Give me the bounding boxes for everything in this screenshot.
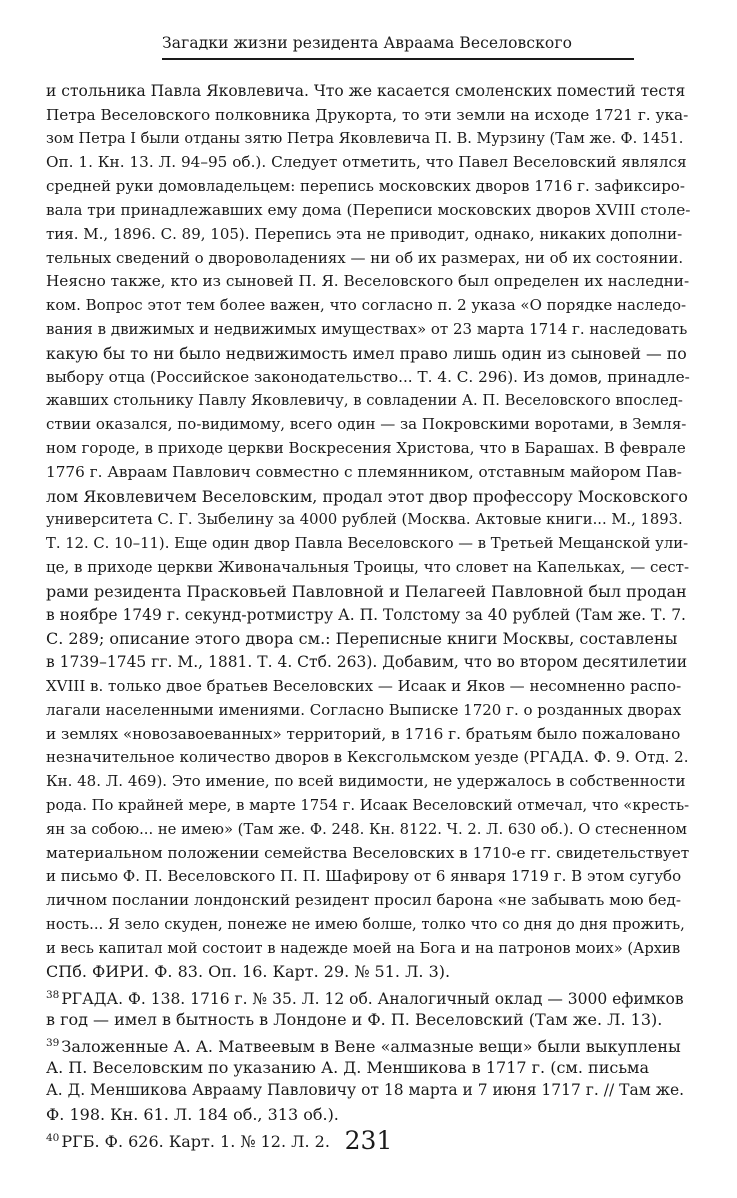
page-number: 231 bbox=[344, 1126, 393, 1155]
text-line: це, в приходе церкви Живоначальныя Троицы, что словет на Капельках, — сест- bbox=[46, 557, 690, 576]
footnote-line bbox=[46, 1008, 690, 1032]
text-line: вала три принадлежавших ему дома (Переписи московских дворов XVIII столе- bbox=[46, 200, 690, 219]
text-line: Кн. 48. Л. 469). Это имение, по всей видимости, не удержалось в собственности bbox=[46, 772, 686, 791]
text-line: незначительное количество дворов в Кексгольмском уезде (РГАДА. Ф. 9. Отд. 2. bbox=[46, 748, 689, 767]
text-line: рода. По крайней мере, в марте 1754 г. Исаак Веселовский отмечал, что «кресть- bbox=[46, 796, 690, 814]
text-line: жавших стольнику Павлу Яковлевичу, в совладении А. П. Веселовского впослед- bbox=[46, 392, 683, 410]
footnote-line bbox=[46, 1056, 690, 1080]
footnote-text: РГАДА. Ф. 138. 1716 г. № 35. Л. 12 об. Аналогичный оклад — 3000 ефимков bbox=[61, 990, 684, 1009]
running-head: Загадки жизни резидента Авраама Веселовского bbox=[162, 34, 573, 52]
text-line: и письмо Ф. П. Веселовского П. П. Шафирову от 6 января 1719 г. В этом сугубо bbox=[46, 867, 682, 886]
footnote-text: РГБ. Ф. 626. Карт. 1. № 12. Л. 2. bbox=[61, 1132, 330, 1151]
text-line: лом Яковлевичем Веселовским, продал этот двор профессору Московского bbox=[46, 486, 688, 506]
footnote-number: 38 bbox=[46, 989, 60, 1002]
footnote-number: 40 bbox=[46, 1132, 60, 1145]
text-line: Неясно также, кто из сыновей П. Я. Веселовского был определен их наследни- bbox=[46, 272, 690, 291]
text-line: и стольника Павла Яковлевича. Что же касается смоленских поместий тестя bbox=[46, 82, 686, 100]
text-line: XVIII в. только двое братьев Веселовских — Исаак и Яков — несомненно распо- bbox=[46, 676, 682, 695]
text-line: СПб. ФИРИ. Ф. 83. Оп. 16. Карт. 29. № 51. Л. 3). bbox=[46, 962, 451, 982]
footnote-line bbox=[46, 1079, 690, 1103]
footnote-number: 39 bbox=[46, 1036, 60, 1049]
text-line: в 1739–1745 гг. М., 1881. Т. 4. Стб. 263). Добавим, что во втором десятилетии bbox=[46, 653, 688, 672]
text-line: ствии оказался, по-видимому, всего один — за Покровскими воротами, в Земля- bbox=[46, 415, 687, 434]
text-line: зом Петра I были отданы зятю Петра Яковлевича П. В. Мурзину (Там же. Ф. 1451. bbox=[46, 130, 684, 147]
text-line: тия. М., 1896. С. 89, 105). Перепись эта не приводит, однако, никаких дополни- bbox=[46, 224, 683, 243]
text-line: средней руки домовладельцем: перепись московских дворов 1716 г. зафиксиро- bbox=[46, 177, 685, 196]
text-line: и весь капитал мой состоит в надежде моей на Бога и на патронов моих» (Архив bbox=[46, 939, 681, 957]
footnote-line bbox=[46, 1032, 690, 1056]
header-rule bbox=[162, 58, 634, 60]
text-line: лагали населенными имениями. Согласно Выписке 1720 г. о розданных дворах bbox=[46, 700, 682, 719]
text-line: выбору отца (Российское законодательство... Т. 4. С. 296). Из домов, принадле- bbox=[46, 367, 690, 386]
text-line: С. 289; описание этого двора см.: Переписные книги Москвы, составлены bbox=[46, 629, 678, 649]
text-line: ян за собою... не имею» (Там же. Ф. 248. Кн. 8122. Ч. 2. Л. 630 об.). О стесненном bbox=[46, 820, 688, 838]
text-line: вания в движимых и недвижимых имуществах» от 23 марта 1714 г. наследовать bbox=[46, 319, 688, 338]
footnote-line bbox=[46, 984, 690, 1008]
text-line: личном послании лондонский резидент просил барона «не забывать мою бед- bbox=[46, 891, 682, 910]
text-line: 1776 г. Авраам Павлович совместно с племянником, отставным майором Пав- bbox=[46, 462, 682, 481]
footnote-text: в год — имел в бытность в Лондоне и Ф. П. Веселовский (Там же. Л. 13). bbox=[46, 1010, 663, 1030]
main-text bbox=[46, 80, 690, 1151]
footnote-line bbox=[46, 1103, 690, 1127]
footnote-text: А. П. Веселовским по указанию А. Д. Меншикова в 1717 г. (см. письма bbox=[46, 1057, 650, 1077]
text-line: и землях «новозавоеванных» территорий, в 1716 г. братьям было пожаловано bbox=[46, 724, 681, 743]
footnote-text: Ф. 198. Кн. 61. Л. 184 об., 313 об.). bbox=[46, 1105, 339, 1125]
text-line: ном городе, в приходе церкви Воскресения Христова, что в Барашах. В феврале bbox=[46, 438, 686, 457]
text-line: Оп. 1. Кн. 13. Л. 94–95 об.). Следует отметить, что Павел Веселовский являлся bbox=[46, 153, 687, 172]
text-line: Петра Веселовского полковника Друкорта, то эти земли на исходе 1721 г. ука- bbox=[46, 105, 689, 124]
text-line: рами резидента Прасковьей Павловной и Пелагеей Павловной был продан bbox=[46, 581, 687, 601]
footnote-text: А. Д. Меншикова Аврааму Павловичу от 18 марта и 7 июня 1717 г. // Там же. bbox=[46, 1081, 685, 1100]
text-line: какую бы то ни было недвижимость имел право лишь один из сыновей — по bbox=[46, 343, 687, 363]
text-line: ность... Я зело скуден, понеже не имею болше, толко что со дня до дня прожить, bbox=[46, 915, 685, 933]
text-line: ком. Вопрос этот тем более важен, что согласно п. 2 указа «О порядке наследо- bbox=[46, 296, 687, 315]
text-line: в ноябре 1749 г. секунд-ротмистру А. П. Толстому за 40 рублей (Там же. Т. 7. bbox=[46, 605, 686, 624]
text-line: университета С. Г. Зыбелину за 4000 рублей (Москва. Актовые книги... М., 1893. bbox=[46, 511, 683, 529]
text-line: Т. 12. С. 10–11). Еще один двор Павла Веселовского — в Третьей Мещанской ули- bbox=[46, 535, 689, 553]
text-line: материальном положении семейства Веселовских в 1710-е гг. свидетельствует bbox=[46, 843, 690, 862]
footnote-text: Заложенные А. А. Матвеевым в Вене «алмазные вещи» были выкуплены bbox=[61, 1036, 681, 1056]
text-line: тельных сведений о двороволадениях — ни об их размерах, ни об их состоянии. bbox=[46, 248, 684, 267]
